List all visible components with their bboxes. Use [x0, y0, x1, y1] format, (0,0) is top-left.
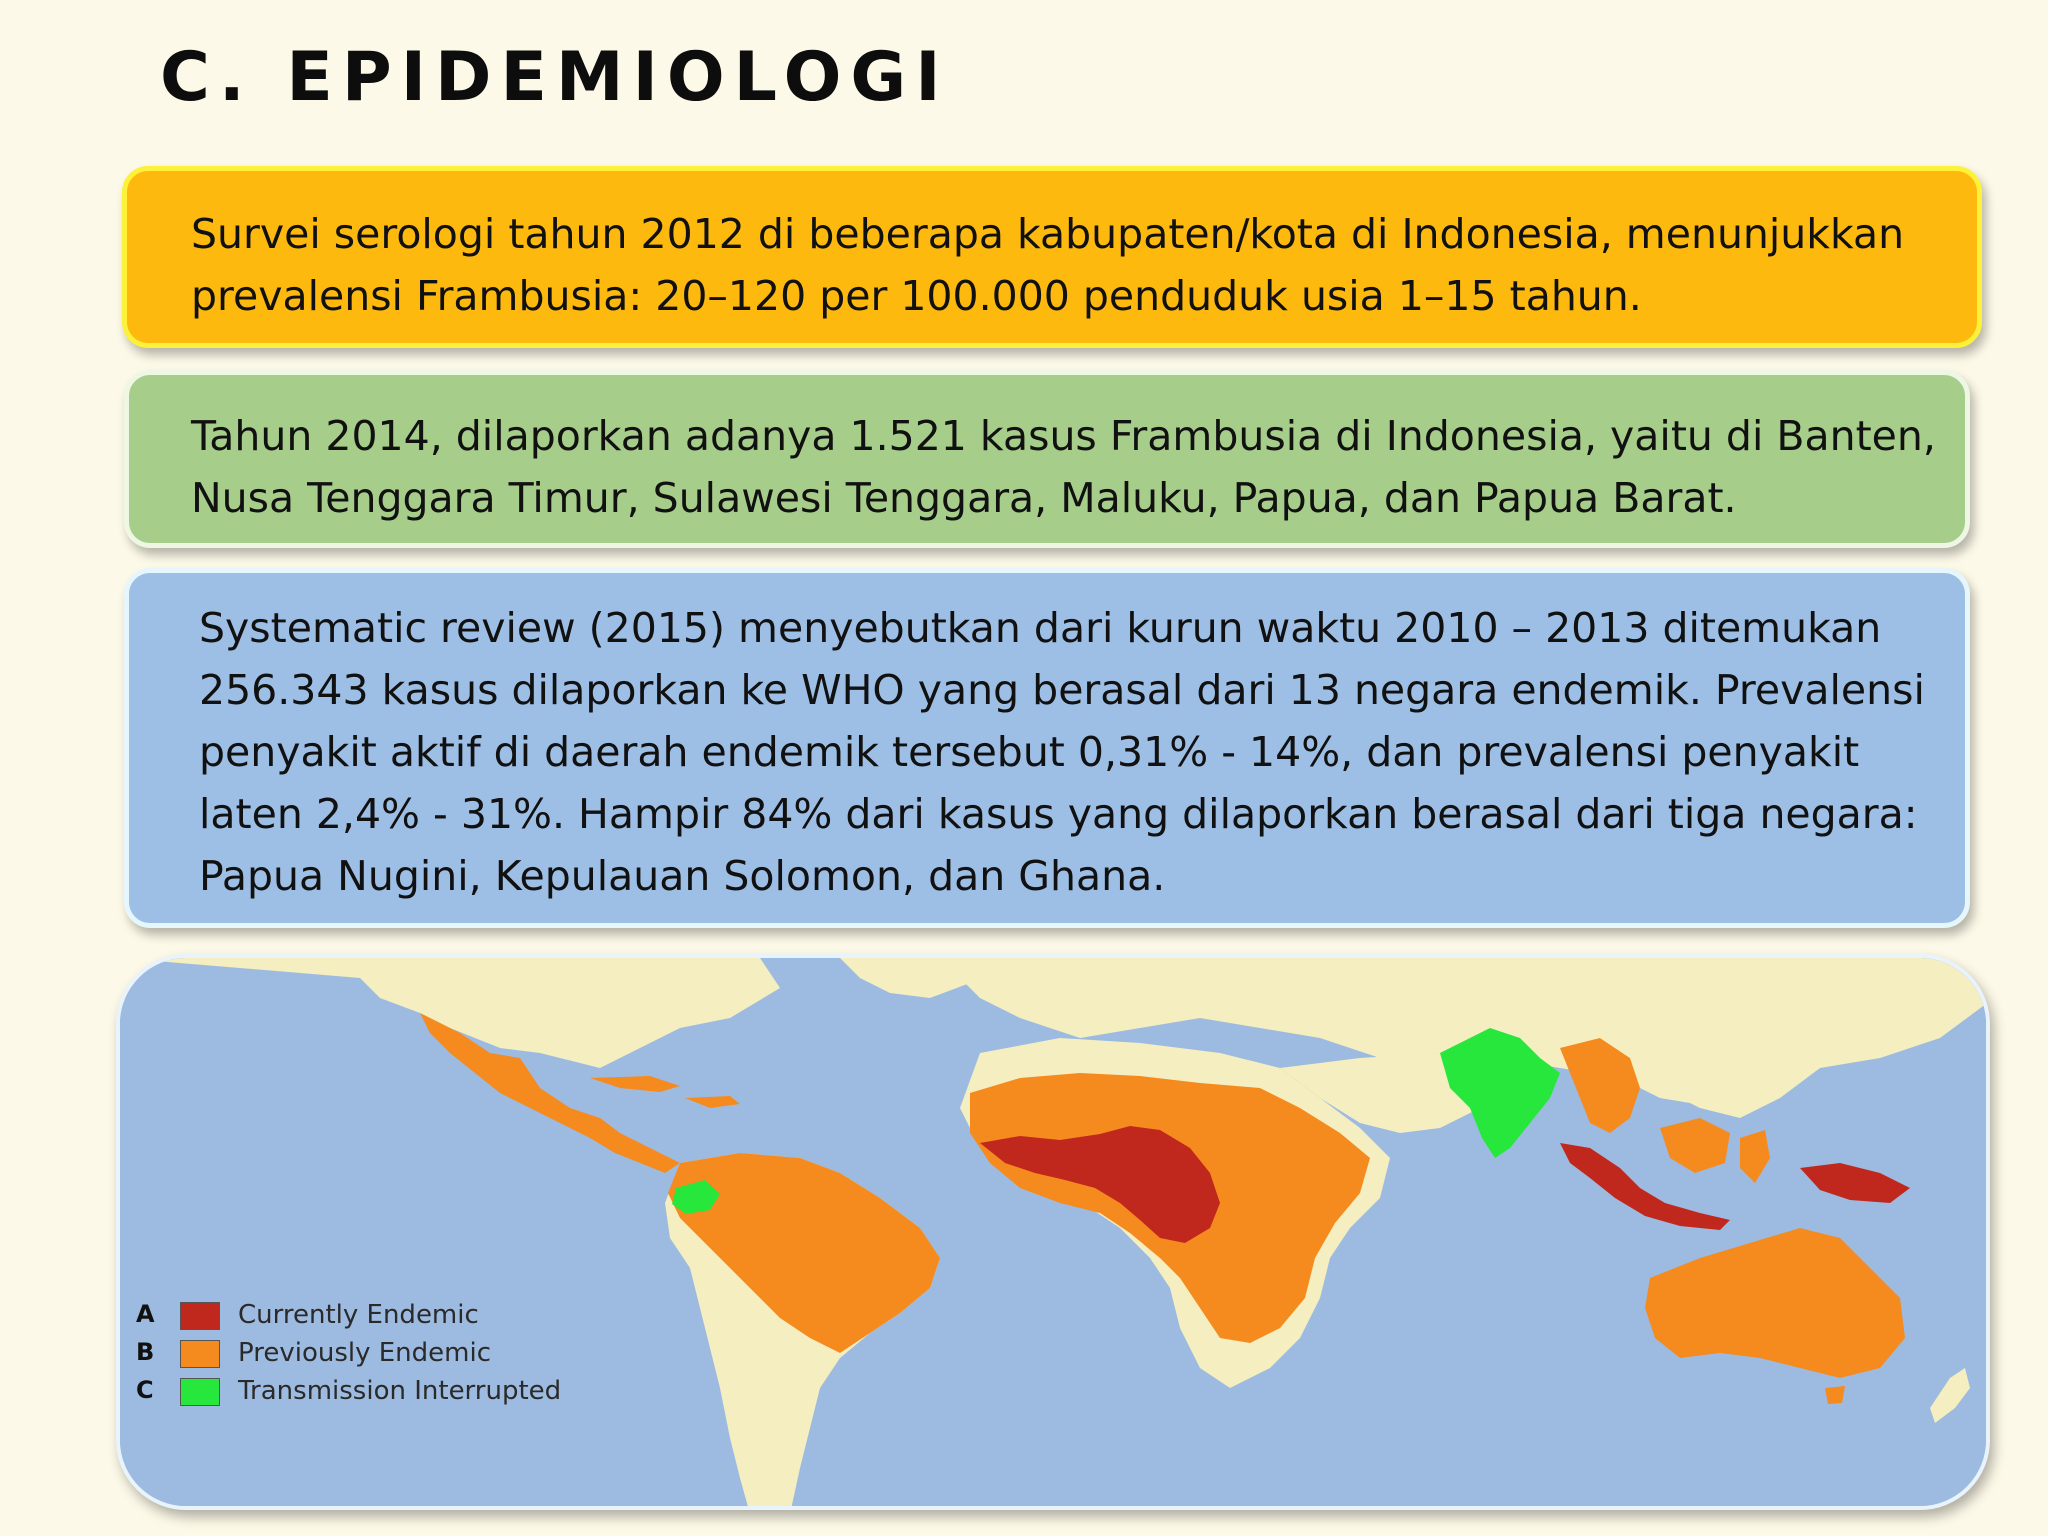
cases-2014-box	[124, 370, 1970, 548]
legend-label: Previously Endemic	[238, 1338, 492, 1368]
legend-item-transmission-interrupted	[136, 1376, 616, 1410]
serology-text-line-2: prevalensi Frambusia: 20–120 per 100.000 penduduk usia 1–15 tahun.	[191, 272, 1642, 320]
legend-letter: A	[136, 1300, 155, 1328]
review-text-line-5: Papua Nugini, Kepulauan Solomon, dan Ghana.	[199, 852, 1166, 900]
page-title: C. EPIDEMIOLOGI	[160, 38, 950, 117]
legend-swatch-red	[180, 1302, 220, 1330]
legend-swatch-green	[180, 1378, 220, 1406]
cases-text-line-1: Tahun 2014, dilaporkan adanya 1.521 kasus Frambusia di Indonesia, yaitu di Banten,	[191, 412, 1936, 460]
world-endemic-map	[116, 954, 1990, 1510]
review-text-line-4: laten 2,4% - 31%. Hampir 84% dari kasus yang dilaporkan berasal dari tiga negara:	[199, 790, 1918, 838]
legend-swatch-orange	[180, 1340, 220, 1368]
legend-label: Transmission Interrupted	[238, 1376, 562, 1406]
world-map-graphic	[120, 958, 1990, 1510]
legend-label: Currently Endemic	[238, 1300, 479, 1330]
serology-text-line-1: Survei serologi tahun 2012 di beberapa kabupaten/kota di Indonesia, menunjukkan	[191, 210, 1905, 258]
legend-letter: C	[136, 1376, 154, 1404]
cases-text-line-2: Nusa Tenggara Timur, Sulawesi Tenggara, Maluku, Papua, dan Papua Barat.	[191, 474, 1737, 522]
serology-survey-box	[122, 166, 1982, 348]
tasmania	[1825, 1386, 1845, 1404]
review-text-line-1: Systematic review (2015) menyebutkan dari kurun waktu 2010 – 2013 ditemukan	[199, 604, 1882, 652]
legend-letter: B	[136, 1338, 155, 1366]
legend-item-currently-endemic	[136, 1300, 616, 1334]
systematic-review-box	[124, 568, 1970, 928]
review-text-line-3: penyakit aktif di daerah endemik tersebut 0,31% - 14%, dan prevalensi penyakit	[199, 728, 1860, 776]
legend-item-previously-endemic	[136, 1338, 616, 1372]
review-text-line-2: 256.343 kasus dilaporkan ke WHO yang berasal dari 13 negara endemik. Prevalensi	[199, 666, 1925, 714]
